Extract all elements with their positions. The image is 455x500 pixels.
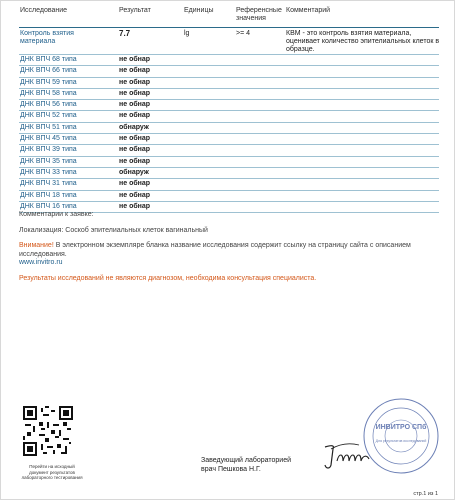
warning-paragraph (19, 242, 444, 259)
table-row (19, 145, 439, 156)
header-ref: Референсные значения (236, 7, 282, 22)
test-result: не обнар (119, 191, 151, 199)
results-table (19, 55, 439, 213)
table-row (19, 123, 439, 134)
control-ref: >= 4 (236, 30, 251, 37)
header-test: Исследование (20, 7, 68, 14)
localization-text: Локализация: Соскоб эпителиальных клеток вагинальный (19, 226, 208, 234)
test-result: не обнар (119, 101, 151, 109)
comments-title: Комментарии к заявке: (19, 211, 94, 218)
test-name[interactable]: ДНК ВПЧ 52 типа (20, 112, 77, 120)
qr-caption: Перейти на исходный документ результатов лабораторного тестирования (21, 464, 83, 480)
control-row (19, 28, 439, 55)
table-row (19, 191, 439, 202)
handwritten-signature (321, 439, 381, 473)
table-row (19, 157, 439, 168)
disclaimer-text: Результаты исследований не являются диагнозом, необходима консультация специалиста. (19, 274, 317, 282)
test-name[interactable]: ДНК ВПЧ 56 типа (20, 101, 77, 109)
warning-label: Внимание! (19, 242, 54, 249)
test-result: не обнар (119, 112, 151, 120)
stamp-sub: Для результатов исследований (375, 439, 427, 443)
qr-code[interactable] (23, 406, 73, 456)
page-number: стр.1 из 1 (413, 491, 438, 497)
test-result: не обнар (119, 157, 151, 165)
table-row (19, 66, 439, 77)
header-units: Единицы (184, 7, 214, 14)
site-link[interactable]: www.invitro.ru (19, 259, 63, 266)
test-name[interactable]: ДНК ВПЧ 51 типа (20, 123, 77, 131)
table-row (19, 89, 439, 100)
test-result: не обнар (119, 180, 151, 188)
test-result: не обнар (119, 146, 151, 154)
table-row (19, 134, 439, 145)
test-name[interactable]: ДНК ВПЧ 68 типа (20, 56, 77, 63)
test-name[interactable]: ДНК ВПЧ 39 типа (20, 146, 77, 154)
header-result: Результат (119, 7, 151, 14)
warning-text: В электронном экземпляре бланка название исследования содержит ссылку на страницу сайта с описанием исследования. (19, 242, 411, 258)
stamp-center: ИНВИТРО СПб (375, 424, 427, 431)
header-comment: Комментарий (286, 7, 331, 14)
test-name[interactable]: ДНК ВПЧ 16 типа (20, 202, 77, 210)
test-name[interactable]: ДНК ВПЧ 18 типа (20, 191, 77, 199)
control-name[interactable]: Контроль взятия материала (20, 30, 74, 45)
test-name[interactable]: ДНК ВПЧ 66 типа (20, 67, 77, 75)
table-row (19, 100, 439, 111)
test-name[interactable]: ДНК ВПЧ 33 типа (20, 168, 77, 176)
table-row (19, 55, 439, 66)
test-result: обнаруж (119, 168, 149, 176)
test-result: обнаруж (119, 123, 149, 131)
test-result: не обнар (119, 78, 151, 86)
test-result: не обнар (119, 135, 151, 143)
table-row (19, 179, 439, 190)
table-row (19, 111, 439, 122)
test-name[interactable]: ДНК ВПЧ 45 типа (20, 135, 77, 143)
test-name[interactable]: ДНК ВПЧ 58 типа (20, 89, 77, 97)
test-result: не обнар (119, 67, 151, 75)
control-comment: КВМ - это контроль взятия материала, оценивает количество эпителиальных клеток в образце. (286, 30, 440, 53)
signature-title: Заведующий лабораторией (201, 457, 291, 464)
table-header (19, 5, 439, 28)
test-name[interactable]: ДНК ВПЧ 59 типа (20, 78, 77, 86)
control-result: 7.7 (119, 29, 131, 38)
test-result: не обнар (119, 89, 151, 97)
table-row (19, 78, 439, 89)
test-result: не обнар (119, 202, 151, 210)
notes-section (19, 211, 444, 283)
test-name[interactable]: ДНК ВПЧ 31 типа (20, 180, 77, 188)
signature-name: врач Пешкова Н.Г. (201, 466, 261, 473)
control-units: lg (184, 30, 190, 37)
signature-block (201, 456, 291, 474)
table-row (19, 168, 439, 179)
test-name[interactable]: ДНК ВПЧ 35 типа (20, 157, 77, 165)
test-result: не обнар (119, 56, 151, 63)
